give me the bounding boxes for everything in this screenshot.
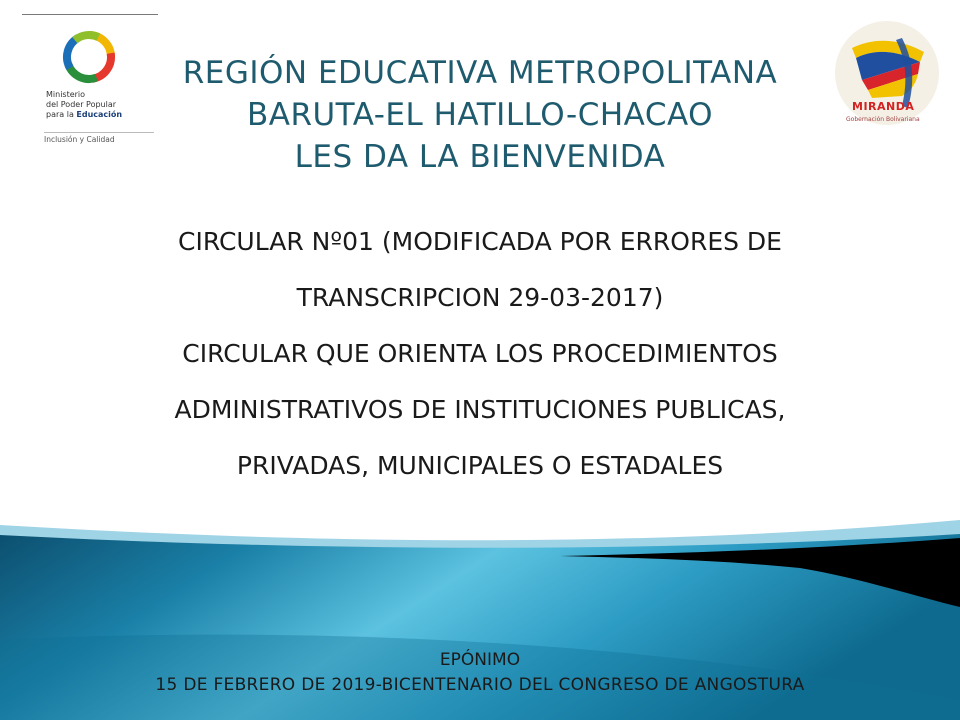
ministerio-line-3-bold: Educación [76, 110, 123, 119]
body-line-2: TRANSCRIPCION 29-03-2017) [296, 283, 664, 312]
title-line-3: LES DA LA BIENVENIDA [294, 139, 666, 175]
title-line-2: BARUTA-EL HATILLO-CHACAO [246, 97, 714, 133]
logo-top-rule [22, 14, 158, 15]
body-line-5: PRIVADAS, MUNICIPALES O ESTADALES [236, 451, 724, 480]
body-line-3: CIRCULAR QUE ORIENTA LOS PROCEDIMIENTOS [182, 339, 778, 368]
footer-bicentenario: 15 DE FEBRERO DE 2019-BICENTENARIO DEL CONGRESO DE ANGOSTURA [155, 675, 805, 695]
title-line-1: REGIÓN EDUCATIVA METROPOLITANA [182, 55, 778, 91]
circular-body [100, 214, 860, 494]
body-line-4: ADMINISTRATIVOS DE INSTITUCIONES PUBLICAS, [174, 395, 786, 424]
title-block [100, 52, 860, 178]
footer [0, 648, 960, 698]
footer-eponimo: EPÓNIMO [439, 650, 521, 670]
miranda-label: MIRANDA [852, 100, 915, 113]
body-line-1: CIRCULAR Nº01 (MODIFICADA POR ERRORES DE [178, 227, 782, 256]
ministerio-line-1: Ministerio [46, 90, 86, 99]
ministerio-line-2: del Poder Popular [46, 100, 117, 109]
miranda-subtitle: Gobernación Bolivariana [846, 116, 920, 123]
ministerio-line-3-prefix: para la [46, 110, 77, 119]
ministerio-tagline: Inclusión y Calidad [44, 132, 154, 144]
